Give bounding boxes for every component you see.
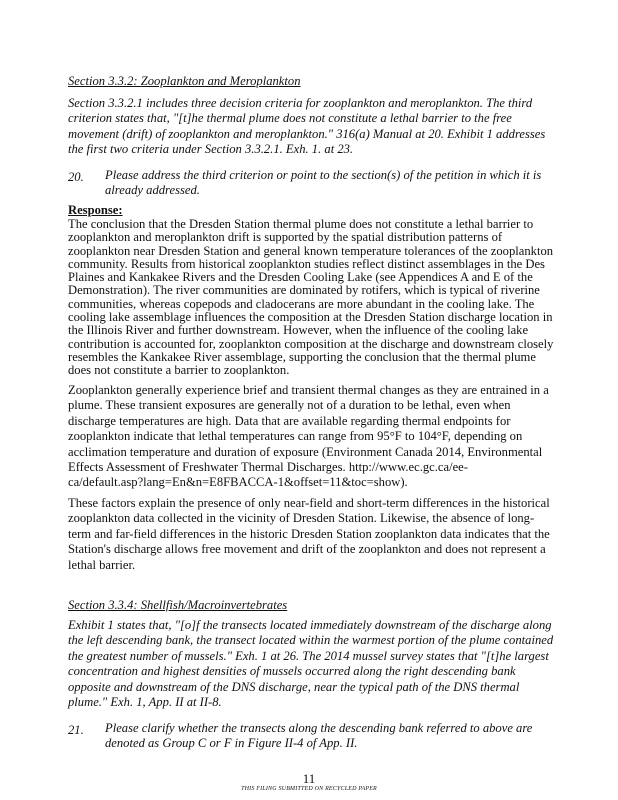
question-number: 21. [68, 723, 84, 737]
text-line: zooplankton data collected in the vicinity of Dresden Station. Likewise, the absence of long- [68, 511, 535, 526]
text-line: discharge temperatures are high. Data that are available regarding thermal endpoints for [68, 413, 511, 428]
text-line: movement (drift) of zooplankton and meroplankton." 316(a) Manual at 20. Exhibit 1 addresses [68, 126, 546, 141]
text-line: the first two criteria under Section 3.3.2.1. Exh. 1. at 23. [68, 142, 354, 157]
response-label: Response: [68, 203, 123, 217]
text-line: criterion states that, "[t]he thermal plume does not constitute a lethal barrier to the free [68, 111, 512, 126]
response-paragraph-3 [68, 496, 550, 573]
text-line: lethal barrier. [68, 557, 136, 572]
text-line: does not constitute a barrier to zooplankton. [68, 363, 290, 378]
text-line: Zooplankton generally experience brief and transient thermal changes as they are entrained in a [68, 383, 549, 397]
text-line: opposite and downstream of the DNS discharge, near the typical path of the DNS thermal [68, 679, 520, 694]
text-line: denoted as Group C or F in Figure II-4 of App. II. [105, 736, 358, 751]
text-line: communities, whereas copepods and cladocerans are more abundant in the cooling lake. The [68, 296, 535, 311]
text-line: Please address the third criterion or point to the section(s) of the petition in which it is [105, 168, 542, 182]
response-paragraph-2 [68, 383, 549, 491]
text-line: cooling lake assemblage influences the composition at the Dresden Station discharge location in [68, 310, 553, 325]
page-number: 11 [302, 771, 316, 786]
section-332-heading [68, 74, 301, 89]
section-332-intro [68, 96, 545, 158]
text-line: The conclusion that the Dresden Station thermal plume does not constitute a lethal barrier to [68, 217, 534, 231]
text-line: the greatest number of mussels." Exh. 1 at 26. The 2014 mussel survey states that "[t]he largest [68, 648, 549, 663]
text-line: Please clarify whether the transects along the descending bank referred to above are [105, 721, 533, 735]
text-line: zooplankton near Dresden Station and general known temperature tolerances of the zooplankton [68, 243, 554, 258]
text-line: acclimation temperature and duration of exposure (Environment Canada 2014, Environmental [68, 444, 543, 459]
text-line: plume. These transient exposures are generally not of a duration to be lethal, even when [68, 398, 511, 413]
section-title: Shellfish/Macroinvertebrates [140, 598, 288, 612]
text-line: concentration and highest densities of mussels occurred along the right descending bank [68, 664, 516, 679]
recycled-paper-notice: THIS FILING SUBMITTED ON RECYCLED PAPER [241, 786, 377, 792]
text-line: ca/default.asp?lang=En&n=E8FBACCA-1&offset=11&toc=show). [68, 475, 408, 490]
text-line: Section 3.3.2.1 includes three decision criteria for zooplankton and meroplankton. The third [68, 96, 533, 110]
text-line: term and far-field differences in the historic Dresden Station zooplankton data indicates that the [68, 526, 550, 541]
text-line: Effects Assessment of Freshwater Thermal Discharges. http://www.ec.gc.ca/ee- [68, 459, 468, 474]
text-line: already addressed. [105, 183, 200, 198]
section-number: Section 3.3.2: [68, 74, 141, 88]
text-line: plume." Exh. 1, App. II at II-8. [68, 694, 222, 709]
text-line: zooplankton and meroplankton drift is supported by the spatial distribution patterns of [68, 230, 503, 245]
response-paragraph-1 [68, 218, 553, 378]
text-line: the left descending bank, the transect located within the warmest portion of the plume contained [68, 633, 554, 648]
text-line: community. Results from historical zooplankton studies reflect distinct assemblages in the Des [68, 256, 545, 271]
section-334-intro [68, 618, 553, 710]
section-title: Zooplankton and Meroplankton [140, 74, 301, 88]
text-line: Plaines and Kankakee Rivers and the Dresden Cooling Lake (see Appendices A and E of the [68, 270, 533, 285]
section-334-heading [68, 598, 287, 613]
section-number: Section 3.3.4: [68, 598, 141, 612]
text-line: contribution is accounted for, zooplankton composition at the discharge and downstream closely [68, 336, 554, 351]
text-line: Demonstration). The river communities are dominated by rotifers, which is typical of riverine [68, 283, 540, 298]
text-line: Station's discharge allows free movement and drift of the zooplankton and does not represent a [68, 542, 546, 557]
text-line: the Illinois River and further downstream. However, when the influence of the cooling lake [68, 323, 529, 338]
text-line: zooplankton indicate that lethal temperatures can range from 95°F to 104°F, depending on [68, 429, 523, 444]
text-line: resembles the Kankakee River assemblage, supporting the conclusion that the thermal plume [68, 349, 536, 364]
text-line: These factors explain the presence of only near-field and short-term differences in the historical [68, 496, 550, 510]
text-line: Exhibit 1 states that, "[o]f the transects located immediately downstream of the discharge along [68, 618, 552, 632]
question-number: 20. [68, 170, 84, 184]
